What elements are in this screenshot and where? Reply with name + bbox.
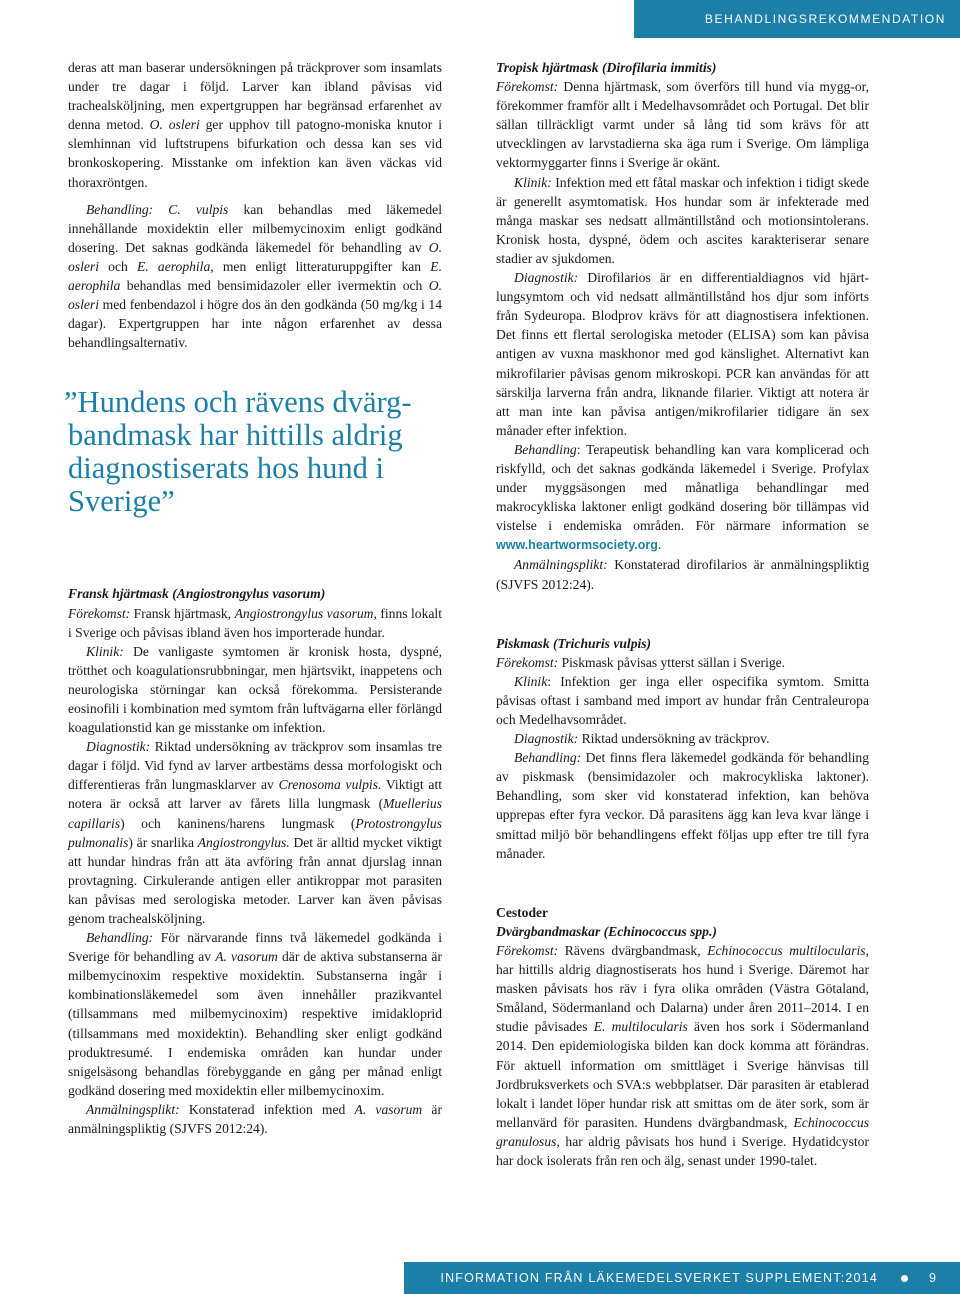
page-number: 9 bbox=[929, 1271, 938, 1285]
diagnostik-paragraph: Diagnostik: Dirofilarios är en differentialdiagnos vid hjärt-lungsymtom och vid nedsatt allmäntillstånd hos djur som införts från Sydeuropa. Blodprov krävs för att diagnostisera infektionen. Det finns ett flertal serologiska metoder (ELISA) som kan påvisa antigen av vuxna maskhonor med god känslighet. Alternativt kan mikrofilarier påvisas genom mikroskopi. PCR kan användas för att särskilja larverna från andra, liknande filarier. Viktigt att notera är att man inte kan påvisa antigen/mikrofilarier tidigare än sex månader efter infektion. bbox=[496, 270, 869, 438]
heartworm-society-link[interactable]: www.heartwormsociety.org bbox=[496, 538, 658, 553]
section-heading: Fransk hjärtmask (Angiostrongylus vasorum) bbox=[68, 586, 326, 602]
treatment-label: Behandling: C. vulpis bbox=[86, 201, 229, 217]
pull-quote-text: Hundens och rävens dvärg-bandmask har hittills aldrig diagnostiserats hos hund i Sverige bbox=[68, 385, 412, 519]
page-footer bbox=[404, 1262, 960, 1294]
diagnostik-paragraph: Diagnostik: Riktad undersökning av träckprov som insamlas tre dagar i följd. Vid fynd av larver artbestäms dessa morfologiskt och differentieras från lungmasklarver av Crenosoma vulpis. Viktigt att notera är också att larver av fårets lilla lungmask (Muellerius capillaris) och kaninens/harens lungmask (Protostrongylus pulmonalis) är snarlika Angiostrongylus. Det är alltid mycket viktigt att hundar hindras från att äta avföring från annat djurslag innan provtagning. Cirkulerande antigen eller antikroppar mot parasiten kan påvisas med serologiska metoder. Larver kan även påvisas genom trachealsköljning. bbox=[68, 739, 442, 926]
footer-label: INFORMATION FRÅN LÄKEMEDELSVERKET SUPPLEMENT:2014 bbox=[440, 1271, 878, 1285]
klinik-paragraph: Klinik: De vanligaste symtomen är kronisk hosta, dyspné, trötthet och koagulationsrubbningar, men hjärtsvikt, inappetens och neurologiska störningar kan också förekomma. Persisterande eosinofili i kombination med symtom från luftvägarna eller förlängd koagulationstid kan ge misstanke om infektion. bbox=[68, 643, 442, 736]
forekomst-paragraph: Förekomst: Denna hjärtmask, som överförs till hund via mygg-or, förekommer framför allt i Medelhavsområdet och Portugal. Det blir sällan tillräckligt varmt under så lång tid som krävs för att utvecklingen av larvstadierna ska äga rum i Sverige. Om lämpliga vektormyggarter finns i Sverige är okänt. bbox=[496, 79, 869, 171]
bullet-dot-icon bbox=[901, 1275, 908, 1282]
pull-quote bbox=[64, 385, 442, 519]
section-cestoder bbox=[496, 903, 869, 1170]
klinik-paragraph: Klinik: Infektion ger inga eller ospecifika symtom. Smitta påvisas oftast i samband med import av hundar från Centraleuropa och Medelhavsområdet. bbox=[496, 673, 869, 727]
diagnostik-paragraph: Diagnostik: Riktad undersökning av träckprov. bbox=[514, 731, 770, 747]
anmalningsplikt-paragraph: Anmälningsplikt: Konstaterad infektion med A. vasorum är anmälningspliktig (SJVFS 2012:24). bbox=[68, 1101, 442, 1137]
forekomst-paragraph: Förekomst: Piskmask påvisas ytterst sällan i Sverige. bbox=[496, 654, 786, 670]
klinik-paragraph: Klinik: Infektion med ett fåtal maskar och infektion i tidigt skede är generellt asymtomatisk. Hos hundar som är infekterade med många maskar ses nedsatt allmäntillstånd och motionsintolerans. Kronisk hosta, dyspné, ödem och ascites karakteriserar senare stadier av sjukdomen. bbox=[496, 174, 869, 266]
forekomst-paragraph: Förekomst: Fransk hjärtmask, Angiostrongylus vasorum, finns lokalt i Sverige och påvisas ibland även hos importerade hundar. bbox=[68, 605, 442, 640]
left-column bbox=[64, 58, 442, 1138]
behandling-paragraph: Behandling: För närvarande finns två läkemedel godkända i Sverige för behandling av A. vasorum där de aktiva substanserna är milbemycinoxim respektive moxidektin. Substanserna ingår i kombinationsläkemedel som även innehåller prazikvantel (tillsammans med milbemycinoxim) respektive imidakloprid (tillsammans med moxidektin). Behandling sker enligt godkänd produktresumé. I endemiska områden kan hundar under snigelsäsong behandlas förebyggande en gång per månad enligt godkänd dosering med moxidektin eller milbemycinoxim. bbox=[68, 930, 442, 1098]
quote-close-mark: ” bbox=[161, 484, 175, 519]
anmalningsplikt-paragraph: Anmälningsplikt: Konstaterad dirofilarios är anmälningspliktig (SJVFS 2012:24). bbox=[496, 557, 869, 592]
forekomst-paragraph: Förekomst: Rävens dvärgbandmask, Echinococcus multilocularis, har hittills aldrig diagnostiserats hos hund i Sverige. Däremot har masken påvisats hos räv i fyra olika områden (Västra Götaland, Småland, Södermanland och Dalarna) under åren 2011–2014. I en studie påvisades E. multilocularis även hos sork i Södermanland 2014. Den epidemiologiska bilden kan dock komma att förändras. För aktuell information om smittläget i Sverige hänvisas till Jordbruksverkets och SVA:s webbplatser. Där parasiten är etablerad lokalt i landet löper hundar risk att smittas om de äter sork, som är mellanvärd för parasiten. Hundens dvärgbandmask, Echinococcus granulosus, har aldrig påvisats hos hund i Sverige. Hydatidcystor har dock isolerats från ren och älg, senast under 1990-talet. bbox=[496, 942, 870, 1168]
section-heading: Piskmask (Trichuris vulpis) bbox=[496, 635, 652, 651]
section-piskmask bbox=[496, 634, 869, 863]
behandling-paragraph: Behandling: Det finns flera läkemedel godkända för behandling av piskmask (bensimidazoler och makrocykliska laktoner). Behandling, som sker vid konstaterad infektion, kan behöva upprepas efter fyra veckor. Då parasitens ägg kan leva kvar länge i smittad miljö bör behandlingens effekt följas upp efter tre till fyra månader. bbox=[496, 750, 869, 861]
quote-open-mark: ” bbox=[64, 385, 78, 420]
intro-paragraph: deras att man baserar undersökningen på träckprover som insamlats under tre dagar i följd. Larver kan ibland påvisas vid trachealsköljning, men expertgruppen har begränsad erfarenhet av denna metod. O. osleri ger upphov till patogno-moniska knutor i slemhinnan vid luftstrupens bifurkation och dessa kan ses vid bronkoskopering. Misstanke om infektion kan även väckas vid thoraxröntgen. bbox=[68, 60, 442, 190]
behandling-paragraph: Behandling: Terapeutisk behandling kan vara komplicerad och riskfylld, och det saknas godkända läkemedel i Sverige. Profylax under myggsäsongen med månatliga behandlingar med makrocykliska laktoner enligt godkänd dosering bör tillämpas vid vistelse i endemiska områden. För närmare information se www.heartwormsociety.org. bbox=[496, 441, 869, 553]
section-header-label: BEHANDLINGSREKOMMENDATION bbox=[704, 12, 946, 26]
treatment-paragraph: Behandling: C. vulpis kan behandlas med läkemedel innehållande moxidektin eller milbemycinoxim enligt godkänd dosering. Det saknas godkända läkemedel för behandling av O. osleri och E. aerophila, men enligt litteraturuppgifter kan E. aerophila behandlas med bensimidazoler eller ivermektin och O. osleri med fenbendazol i högre dos än den godkända (50 mg/kg i 14 dagar). Expertgruppen har inte någon erfarenhet av dessa behandlingsalternativ. bbox=[68, 201, 442, 351]
right-column bbox=[496, 58, 869, 1170]
section-header bbox=[634, 0, 960, 38]
section-tropisk-hjartmask bbox=[496, 58, 869, 594]
section-heading: Tropisk hjärtmask (Dirofilaria immitis) bbox=[496, 60, 717, 75]
section-heading: Cestoder bbox=[496, 904, 549, 920]
section-subheading: Dvärgbandmaskar (Echinococcus spp.) bbox=[496, 923, 717, 939]
section-fransk-hjartmask bbox=[68, 584, 442, 1138]
